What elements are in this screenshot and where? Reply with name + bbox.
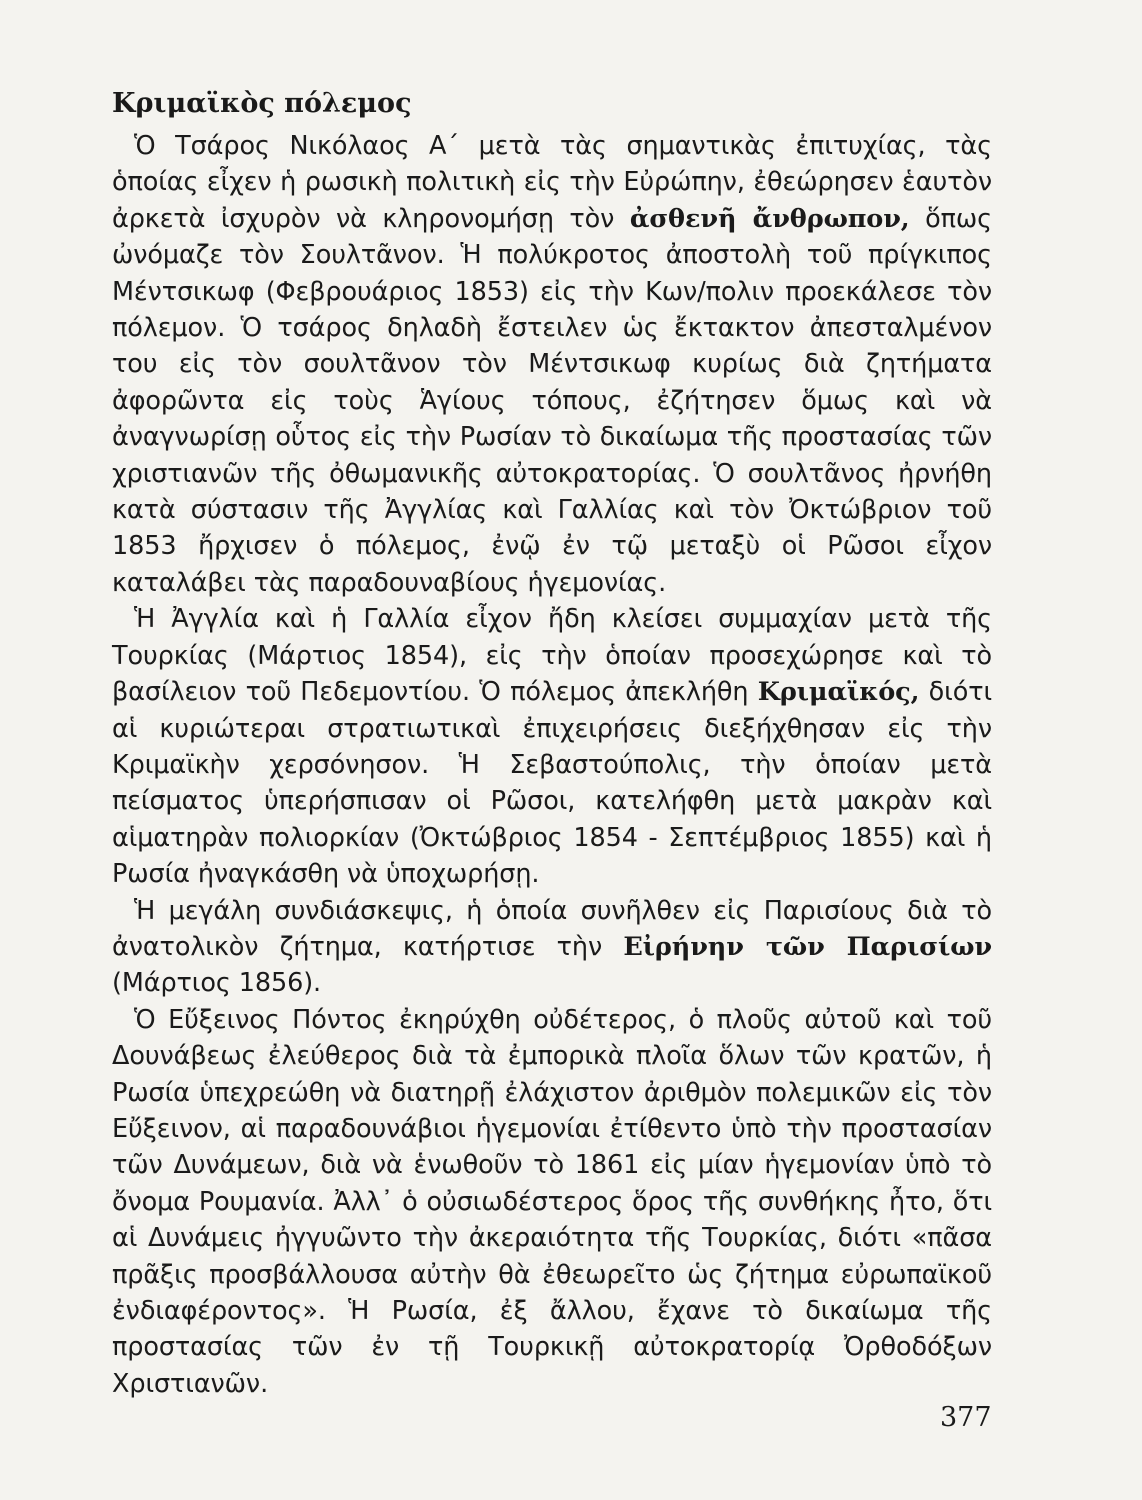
emphasized-term: Κριμαϊκός, [757,677,920,708]
emphasized-term: ἀσθενῆ ἄνθρωπον, [629,203,910,234]
text-run: ὅπως ὠνόμαζε τὸν Σουλτᾶνον. Ἡ πολύκροτος ἀποστολὴ τοῦ πρίγκιπος Μέντσικωφ (Φεβρουάριος 1853) εἰς τὴν Κων/πολιν προεκάλεσε τὸν πόλεμον. Ὁ τσάρος δηλαδὴ ἔστειλεν ὡς ἔκτακτον ἀπεσταλμένον του εἰς τὸν σουλτᾶνον τὸν Μέντσικωφ κυρίως διὰ ζητήματα ἀφορῶντα εἰς τοὺς Ἁγίους τόπους, ἐζήτησεν ὅμως καὶ νὰ ἀναγνωρίσῃ οὗτος εἰς τὴν Ρωσίαν τὸ δικαίωμα τῆς προστασίας τῶν χριστιανῶν τῆς ὀθωμανικῆς αὐτοκρατορίας. Ὁ σουλτᾶνος ἠρνήθη κατὰ σύστασιν τῆς Ἀγγλίας καὶ Γαλλίας καὶ τὸν Ὀκτώβριον τοῦ 1853 ἤρχισεν ὁ πόλεμος, ἐνῷ ἐν τῷ μεταξὺ οἱ Ρῶσοι εἶχον καταλάβει τὰς παραδουναβίους ἡγεμονίας. [112,203,992,598]
body-text [112,128,992,1402]
page-content [112,88,992,1402]
paragraph [112,1002,992,1402]
text-run: Ἡ Ἀγγλία καὶ ἡ Γαλλία εἶχον ἤδη κλείσει συμμαχίαν μετὰ τῆς Τουρκίας (Μάρτιος 1854), εἰς τὴν ὁποίαν προσεχώρησε καὶ τὸ βασίλειον τοῦ Πεδεμοντίου. Ὁ πόλεμος ἀπεκλήθη [112,604,992,708]
paragraph [112,128,992,601]
text-run: (Μάρτιος 1856). [112,968,322,999]
paragraph [112,601,992,892]
paragraph [112,893,992,1002]
text-run: διότι αἱ κυριώτεραι στρατιωτικαὶ ἐπιχειρήσεις διεξήχθησαν εἰς τὴν Κριμαϊκὴν χερσόνησον. Ἡ Σεβαστούπολις, τὴν ὁποίαν μετὰ πείσματος ὑπερήσπισαν οἱ Ρῶσοι, κατελήφθη μετὰ μακρὰν καὶ αἱματηρὰν πολιορκίαν (Ὀκτώβριος 1854 - Σεπτέμβριος 1855) καὶ ἡ Ρωσία ἠναγκάσθη νὰ ὑποχωρήσῃ. [112,677,992,890]
emphasized-term: Εἰρήνην τῶν Παρισίων [623,931,992,962]
text-run: Ὁ Τσάρος Νικόλαος Α΄ μετὰ τὰς σημαντικὰς ἐπιτυχίας, τὰς ὁποίας εἶχεν ἡ ρωσικὴ πολιτικὴ εἰς τὴν Εὐρώπην, ἐθεώρησεν ἑαυτὸν ἀρκετὰ ἰσχυρὸν νὰ κληρονομήσῃ τὸν [112,131,992,234]
page-number: 377 [940,1402,992,1433]
text-run: Ὁ Εὔξεινος Πόντος ἐκηρύχθη οὐδέτερος, ὁ πλοῦς αὐτοῦ καὶ τοῦ Δουνάβεως ἐλεύθερος διὰ τὰ ἐμπορικὰ πλοῖα ὅλων τῶν κρατῶν, ἡ Ρωσία ὑπεχρεώθη νὰ διατηρῇ ἐλάχιστον ἀριθμὸν πολεμικῶν εἰς τὸν Εὔξεινον, αἱ παραδουνάβιοι ἡγεμονίαι ἐτίθεντο ὑπὸ τὴν προστασίαν τῶν Δυνάμεων, διὰ νὰ ἑνωθοῦν τὸ 1861 εἰς μίαν ἡγεμονίαν ὑπὸ τὸ ὄνομα Ρουμανία. Ἀλλ᾽ ὁ οὐσιωδέστερος ὅρος τῆς συνθήκης ἦτο, ὅτι αἱ Δυνάμεις ἠγγυῶντο τὴν ἀκεραιότητα τῆς Τουρκίας, διότι «πᾶσα πρᾶξις προσβάλλουσα αὐτὴν θὰ ἐθεωρεῖτο ὡς ζήτημα εὐρωπαϊκοῦ ἐνδιαφέροντος». Ἡ Ρωσία, ἐξ ἄλλου, ἔχανε τὸ δικαίωμα τῆς προστασίας τῶν ἐν τῇ Τουρκικῇ αὐτοκρατορίᾳ Ὀρθοδόξων Χριστιανῶν. [112,1004,992,1399]
section-heading: Κριμαϊκὸς πόλεμος [112,88,412,119]
text-run: Ἡ μεγάλη συνδιάσκεψις, ἡ ὁποία συνῆλθεν εἰς Παρισίους διὰ τὸ ἀνατολικὸν ζήτημα, κατήρτισε τὴν [112,895,992,962]
